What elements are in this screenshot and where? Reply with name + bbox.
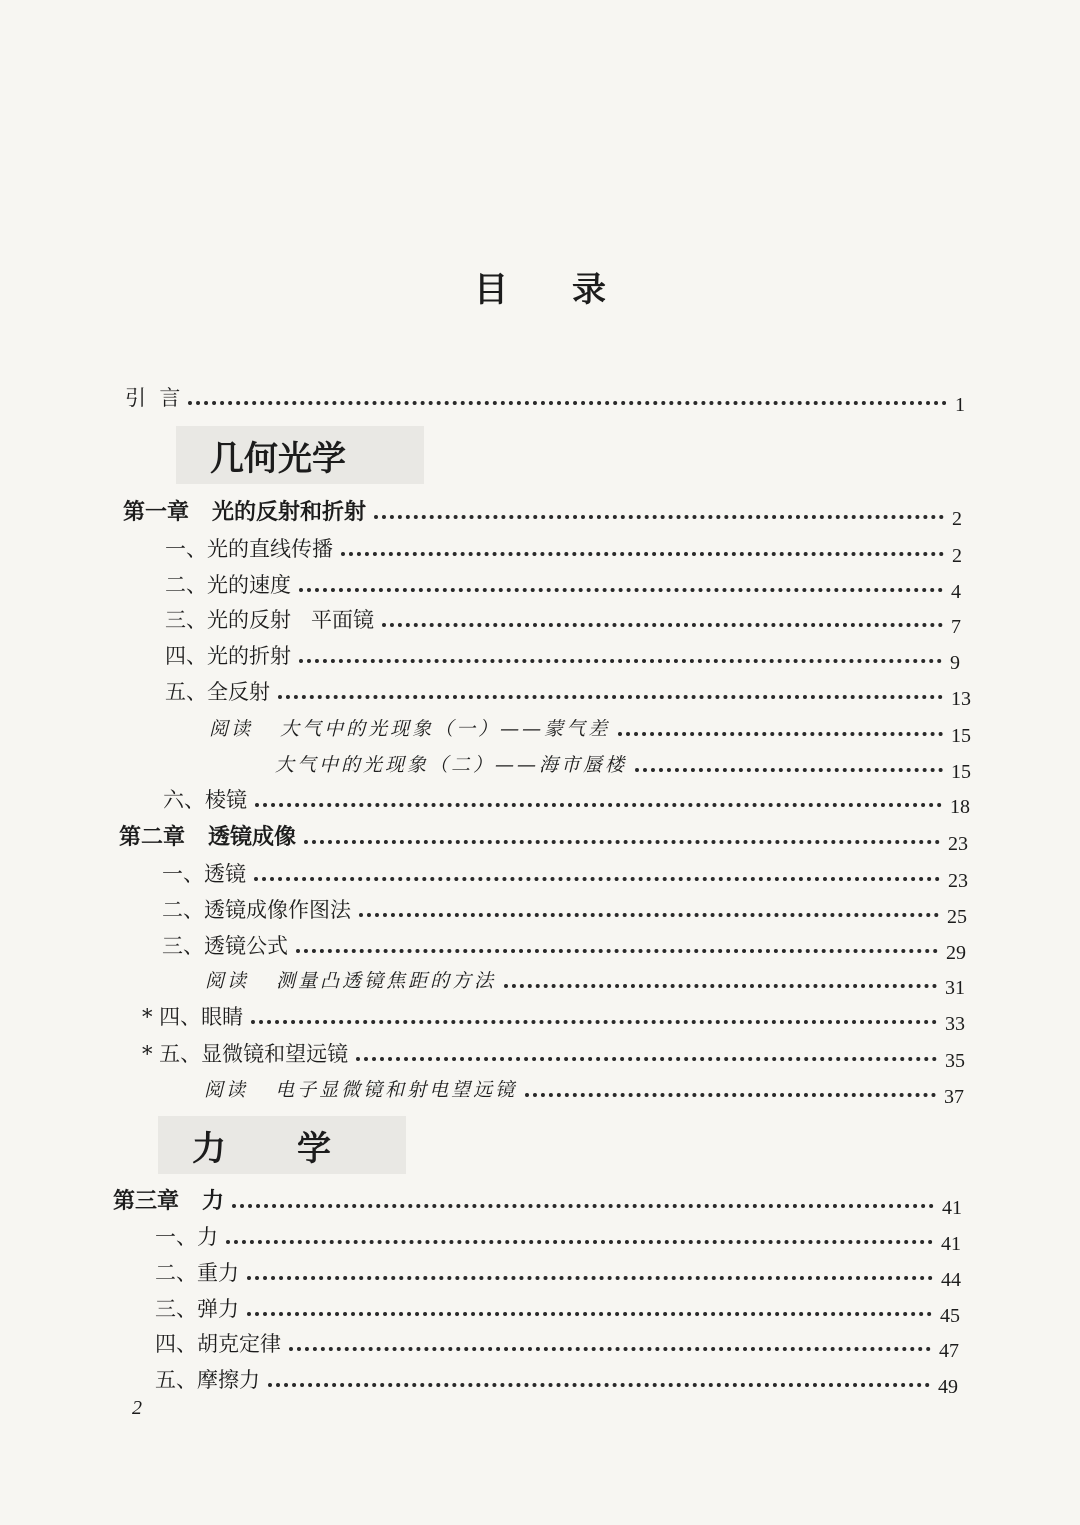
leader-dots <box>635 768 943 772</box>
leader-dots <box>304 840 940 844</box>
entry-page: 15 <box>951 725 971 747</box>
leader-dots <box>268 1383 930 1387</box>
toc-entry[interactable] <box>162 926 972 964</box>
entry-page: 37 <box>944 1086 964 1108</box>
leader-dots <box>299 659 942 663</box>
toc-entry[interactable] <box>142 1034 971 1072</box>
chapter-entry[interactable] <box>119 817 974 855</box>
entry-page: 31 <box>945 977 965 999</box>
toc-entry[interactable] <box>155 1253 967 1291</box>
entry-page: 1 <box>955 394 965 416</box>
entry-label: 一、力 <box>155 1225 218 1249</box>
leader-dots <box>299 588 943 592</box>
reading-entry[interactable] <box>204 1070 970 1108</box>
leader-dots <box>356 1057 937 1061</box>
entry-label: 第一章 光的反射和折射 <box>123 499 366 525</box>
entry-page: 2 <box>952 545 962 567</box>
entry-label: 阅读 电子显微镜和射电望远镜 <box>204 1079 518 1101</box>
leader-dots <box>278 695 943 699</box>
leader-dots <box>618 732 943 736</box>
entry-page: 23 <box>948 870 968 892</box>
leader-dots <box>251 1020 937 1024</box>
entry-page: 41 <box>941 1233 961 1255</box>
entry-page: 44 <box>941 1269 961 1291</box>
entry-page: 13 <box>951 688 971 710</box>
leader-dots <box>188 401 947 405</box>
entry-label: 三、弹力 <box>155 1297 239 1321</box>
entry-label: 五、全反射 <box>165 680 270 704</box>
entry-page: 49 <box>938 1376 958 1398</box>
entry-page: 7 <box>951 616 961 638</box>
entry-page: 2 <box>952 508 962 530</box>
entry-page: 18 <box>950 796 970 818</box>
leader-dots <box>341 552 944 556</box>
entry-label: 第二章 透镜成像 <box>119 824 296 850</box>
entry-label: 三、光的反射 平面镜 <box>165 608 375 632</box>
entry-page: 29 <box>946 942 966 964</box>
entry-label: 二、重力 <box>155 1261 239 1285</box>
part-label: 几何光学 <box>210 438 346 479</box>
entry-label: 四、胡克定律 <box>155 1332 281 1356</box>
footer-page-number: 2 <box>132 1397 142 1419</box>
chapter-entry[interactable] <box>123 492 978 530</box>
entry-label: 六、棱镜 <box>163 788 247 812</box>
reading-entry[interactable] <box>275 745 977 783</box>
toc-entry[interactable] <box>165 565 977 603</box>
toc-entry[interactable] <box>142 997 971 1035</box>
leader-dots <box>296 949 938 953</box>
leader-dots <box>247 1276 933 1280</box>
leader-dots <box>289 1347 931 1351</box>
toc-entry[interactable] <box>165 636 976 674</box>
leader-dots <box>525 1093 936 1097</box>
entry-label: * 五、显微镜和望远镜 <box>142 1042 349 1066</box>
entry-label: 阅读 测量凸透镜焦距的方法 <box>205 970 497 992</box>
entry-label: 第三章 力 <box>113 1188 224 1214</box>
leader-dots <box>382 623 943 627</box>
leader-dots <box>254 877 940 881</box>
toc-entry[interactable] <box>163 780 976 818</box>
entry-page: 9 <box>950 652 960 674</box>
entry-label: 阅读 大气中的光现象（一）——蒙气差 <box>209 718 611 740</box>
leader-dots <box>226 1240 933 1244</box>
toc-entry[interactable] <box>155 1324 965 1362</box>
entry-label: 四、光的折射 <box>165 644 291 668</box>
chapter-entry[interactable] <box>113 1181 968 1219</box>
reading-entry[interactable] <box>205 961 971 999</box>
entry-label: * 四、眼睛 <box>142 1005 244 1029</box>
leader-dots <box>359 913 939 917</box>
leader-dots <box>374 515 944 519</box>
toc-entry[interactable] <box>155 1360 964 1398</box>
entry-page: 35 <box>945 1050 965 1072</box>
part-label: 力 学 <box>192 1128 332 1169</box>
entry-label: 五、摩擦力 <box>155 1368 260 1392</box>
leader-dots <box>232 1204 934 1208</box>
entry-page: 33 <box>945 1013 965 1035</box>
entry-page: 23 <box>948 833 968 855</box>
title-char-2: 录 <box>572 270 606 310</box>
toc-entry[interactable] <box>155 1217 967 1255</box>
entry-page: 4 <box>951 581 961 603</box>
part-heading-mechanics <box>158 1116 406 1174</box>
leader-dots <box>247 1312 932 1316</box>
toc-entry[interactable] <box>155 1289 966 1327</box>
entry-page: 25 <box>947 906 967 928</box>
part-heading-geometric-optics <box>176 426 424 484</box>
reading-entry[interactable] <box>209 709 977 747</box>
toc-entry[interactable] <box>165 600 977 638</box>
entry-label: 二、光的速度 <box>165 573 291 597</box>
entry-label: 一、光的直线传播 <box>165 537 333 561</box>
leader-dots <box>504 984 937 988</box>
toc-entry[interactable] <box>162 854 974 892</box>
entry-page: 15 <box>951 761 971 783</box>
toc-entry[interactable] <box>165 672 977 710</box>
toc-entry[interactable] <box>165 529 978 567</box>
toc-entry[interactable] <box>125 378 981 416</box>
page-title <box>0 262 1080 311</box>
leader-dots <box>255 803 942 807</box>
entry-page: 45 <box>940 1305 960 1327</box>
entry-label: 大气中的光现象（二）——海市蜃楼 <box>275 754 628 776</box>
entry-label: 引 言 <box>125 386 181 410</box>
entry-page: 47 <box>939 1340 959 1362</box>
entry-page: 41 <box>942 1197 962 1219</box>
toc-entry[interactable] <box>162 890 973 928</box>
entry-label: 三、透镜公式 <box>162 934 288 958</box>
entry-label: 二、透镜成像作图法 <box>162 898 351 922</box>
entry-label: 一、透镜 <box>162 862 246 886</box>
title-char-1: 目 <box>474 270 508 310</box>
